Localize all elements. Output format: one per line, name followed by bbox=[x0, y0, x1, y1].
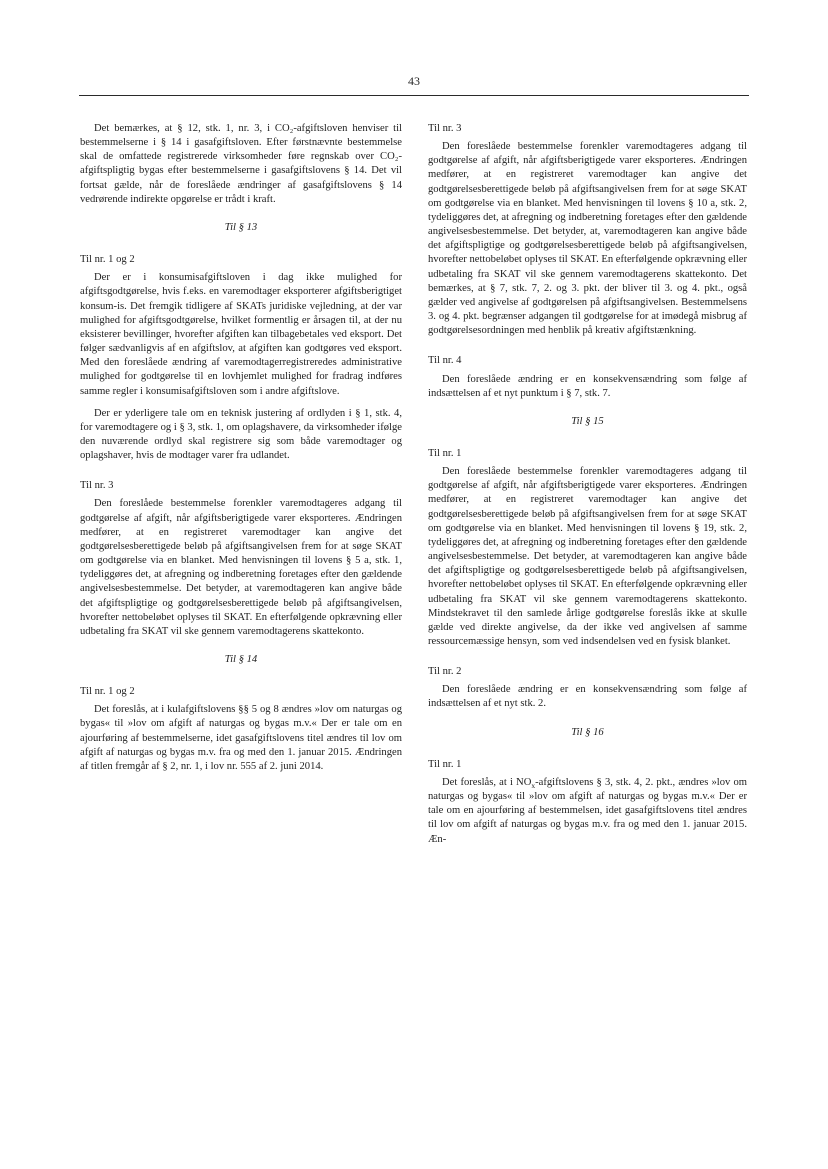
subsection-label: Til nr. 1 bbox=[428, 447, 462, 459]
page-number: 43 bbox=[408, 74, 420, 88]
paragraph: Den foreslåede bestemmelse forenkler varemodtageres adgang til godtgørelse af afgift, når afgiftsberigtigede varer eksporteres. Ændringen medfører, at en registreret varemodtager kan angive det godtgørelsesberettigede beløb på afgiftsangivelsen frem for at søge SKAT om godtgørelse via en blanket. Med henvisningen til lovens § 5 a, stk. 1, tydeliggøres det, at afregning og indberetning foretages efter den gældende angivelsesbestemmelse. Det betyder, at varemodtageren kan angive både det afgiftspligtige og godtgørelsesberettigede beløb på afgiftsangivelsen, hvorefter nettobeløbet oplyses til SKAT. En efterfølgende opkrævning eller udbetaling fra SKAT vil ske gennem varemodtagerens skattekonto. bbox=[80, 498, 402, 637]
subsection-label: Til nr. 2 bbox=[428, 666, 462, 678]
subsection-label: Til nr. 4 bbox=[428, 355, 462, 367]
section-heading: Til § 13 bbox=[224, 221, 258, 233]
subsection-label: Til nr. 1 og 2 bbox=[80, 686, 135, 698]
paragraph: Det foreslås, at i kulafgiftslovens §§ 5 og 8 ændres »lov om naturgas og bygas« til »lov om afgift af naturgas og bygas m.v.« Der er tale om en ajourføring af bestemmelserne, idet gasafgiftslovens titel ændres til lov om afgift af naturgas og bygas m.v. fra og med den 1. januar 2015. Ændringen af titlen fremgår af § 2, nr. 1, i lov nr. 555 af 2. juni 2014. bbox=[80, 704, 402, 772]
section-heading: Til § 15 bbox=[571, 415, 604, 427]
paragraph: Den foreslåede ændring er en konsekvensændring som følge af indsættelsen af et nyt stk. 2. bbox=[428, 684, 747, 710]
paragraph: Det bemærkes, at § 12, stk. 1, nr. 3, i CO₂-afgiftsloven henviser til bestemmelserne i § 14 i gasafgiftsloven. Efter førstnævnte bestemmelse skal de omfattede registrerede virksomheder føre regnskab over CO₂-afgiftspligtig bygas efter bestemmelserne i gasafgiftslovens § 14. Det vil fortsat gælde, når de foreslåede ændringer af gasafgiftslovens § 14 vedrørende indirekte opgørelse er trådt i kraft. bbox=[80, 123, 402, 205]
subsection-label: Til nr. 3 bbox=[428, 123, 462, 134]
paragraph bbox=[428, 776, 747, 847]
paragraph: Der er i konsumisafgiftsloven i dag ikke mulighed for afgiftsgodtgørelse, hvis f.eks. en varemodtager eksporterer afgiftsberigtiget konsum-is. Det fremgik tidligere af SKATs juridiske vejledning, at der var mulighed for afgiftsgodtgørelse, hvilket formentlig er årsagen til, at der nu eksisterer bevillinger, hvorefter afgiften kan tilbagebetales ved eksport. Det følger sædvanligvis af en afgiftslov, at afgiften kan godtgøres ved eksport. Med den foreslåede ændring af varemodtagerregistreredes administrative mulighed for godtgørelse til en lovhjemlet mulighed for fradrag indføres samme regler i konsumisafgiftsloven som i andre afgiftslove. bbox=[80, 272, 402, 397]
section-heading: Til § 14 bbox=[224, 654, 258, 665]
header-rule bbox=[79, 95, 749, 96]
left-column bbox=[80, 122, 402, 782]
subsection-label: Til nr. 1 og 2 bbox=[80, 254, 135, 266]
subsection-label: Til nr. 3 bbox=[80, 480, 114, 492]
paragraph-text: Det foreslås, at i NO bbox=[442, 776, 532, 788]
paragraph: Den foreslåede bestemmelse forenkler varemodtageres adgang til godtgørelse af afgift, når afgiftsberigtigede varer eksporteres. Ændringen medfører, at en registreret varemodtager kan angive det godtgørelsesberettigede beløb på afgiftsangivelsen frem for at søge SKAT om godtgørelse via en blanket. Med henvisningen til lovens § 19, stk. 2, tydeliggøres det, at afregning og indberetning foretages efter den gældende angivelsesbestemmelse. Det betyder, at varemodtageren kan angive både det afgiftspligtige og godtgørelsesberettigede beløb på afgiftsangivelsen, hvorefter nettobeløbet oplyses til SKAT. En efterfølgende opkrævning eller udbetaling fra SKAT vil ske gennem varemodtagerens skattekonto. Mindstekravet til den samlede årlige godtgørelse foreslås ikke at skulle gælde ved direkte angivelse, da der ikke ved angivelsen af samme ressourcemæssige hensyn, som ved indsendelsen ved en fysisk blanket. bbox=[428, 466, 748, 647]
paragraph: Den foreslåede bestemmelse forenkler varemodtageres adgang til godtgørelse af afgift, når afgiftsberigtigede varer eksporteres. Ændringen medfører, at en registreret varemodtager kan angive det godtgørelsesberettigede beløb på afgiftsangivelsen frem for at søge SKAT om godtgørelse via en blanket. Med henvisningen til lovens § 10 a, stk. 2, tydeliggøres det, at afregning og indberetning foretages efter den gældende angivelsesbestemmelse. Det betyder, at, varemodtageren kan angive både det afgiftspligtige og godtgørelsesberettigede beløb på afgiftsangivelsen, hvorefter nettobeløbet oplyses til SKAT. En efterfølgende opkrævning eller udbetaling fra SKAT vil ske gennem varemodtagerens skattekonto. Det bemærkes, at § 7, stk. 7, 2. og 3. pkt. der bliver til 3. og 4. pkt., også gælder ved angivelse af godtgørelsen på afgiftsangivelsen. Bestemmelsens 3. og 4. pkt. begrænser adgangen til godtgørelse for at imødegå misbrug af godtgørelsesordningen med henblik på kreativ afgiftstænkning. bbox=[428, 141, 748, 337]
subscript-x: x bbox=[531, 781, 536, 791]
right-column bbox=[428, 122, 747, 855]
paragraph: Der er yderligere tale om en teknisk justering af ordlyden i § 1, stk. 4, for varemodtagere og i § 3, stk. 1, om oplagshavere, da virksomheder ifølge den nuværende ordlyd skal registrere sig som både varemodtager og oplagshaver, hvis de modtager varer fra udlandet. bbox=[80, 407, 402, 462]
paragraph-text: -afgiftslovens § 3, stk. 4, 2. pkt., ændres »lov om naturgas og bygas« til »lov om afgift af naturgas og bygas m.v.« Der er tale om en ajourføring af bestemmelsen, idet gasafgiftslovens titel ændres til lov om afgift af naturgas og bygas m.v. fra og med den 1. januar 2015. Æn- bbox=[428, 776, 748, 845]
paragraph: Den foreslåede ændring er en konsekvensændring som følge af indsættelsen af et nyt punktum i § 7, stk. 7. bbox=[428, 373, 747, 399]
subsection-label: Til nr. 1 bbox=[428, 758, 462, 770]
section-heading: Til § 16 bbox=[571, 726, 604, 738]
